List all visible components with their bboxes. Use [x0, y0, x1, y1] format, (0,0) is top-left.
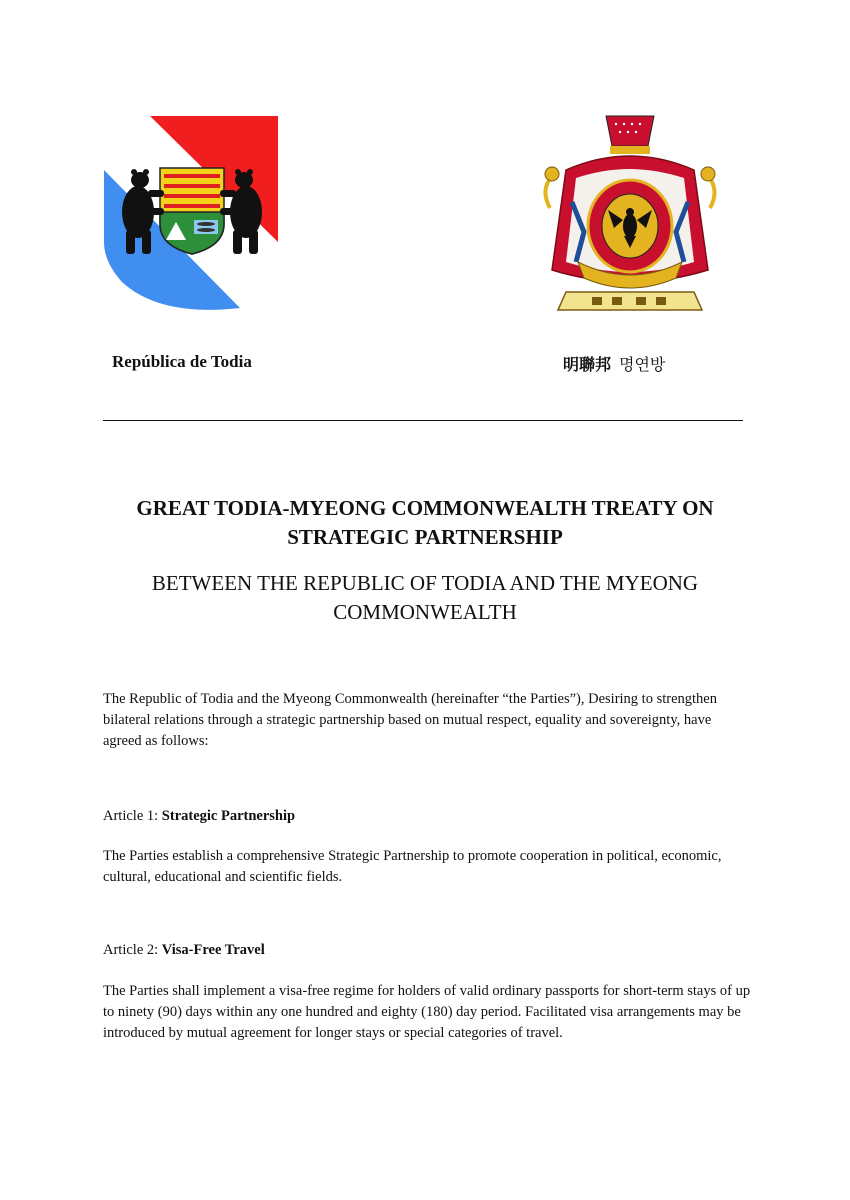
article-1-title: Strategic Partnership	[161, 808, 296, 824]
article-1-heading	[103, 808, 295, 825]
article-1-label: Article 1:	[103, 808, 159, 824]
article-2-heading	[103, 942, 265, 959]
article-2-text: The Parties shall implement a visa-free regime for holders of valid ordinary passports for short-term stays of up to ninety (90) days within any one hundred and eighty (180) day period. Facilitated visa arrangements may be introduced by mutual agreement for longer stays or special categories of travel.	[103, 983, 751, 1041]
myeong-coat-of-arms-icon	[532, 112, 728, 322]
myeong-commonwealth-name	[563, 352, 665, 375]
treaty-subtitle: BETWEEN THE REPUBLIC OF TODIA AND THE MYEONG COMMONWEALTH	[151, 571, 699, 624]
myeong-name-hanja: 明聯邦	[563, 355, 612, 374]
treaty-title: GREAT TODIA-MYEONG COMMONWEALTH TREATY ON STRATEGIC PARTNERSHIP	[136, 496, 714, 549]
todia-coat-of-arms-icon	[100, 112, 284, 320]
republic-of-todia-name: República de Todia	[112, 352, 252, 371]
article-2-label: Article 2:	[103, 942, 159, 958]
myeong-name-hangul: 명연방	[619, 355, 666, 374]
header-divider	[103, 420, 743, 421]
article-2-title: Visa-Free Travel	[161, 942, 265, 958]
article-1-text: The Parties establish a comprehensive Strategic Partnership to promote cooperation in political, economic, cultural, educational and scientific fields.	[103, 848, 722, 885]
preamble-paragraph: The Republic of Todia and the Myeong Commonwealth (hereinafter “the Parties”), Desiring to strengthen bilateral relations through a strategic partnership based on mutual respect, equality and sovereignty, have agreed as follows:	[103, 691, 717, 749]
